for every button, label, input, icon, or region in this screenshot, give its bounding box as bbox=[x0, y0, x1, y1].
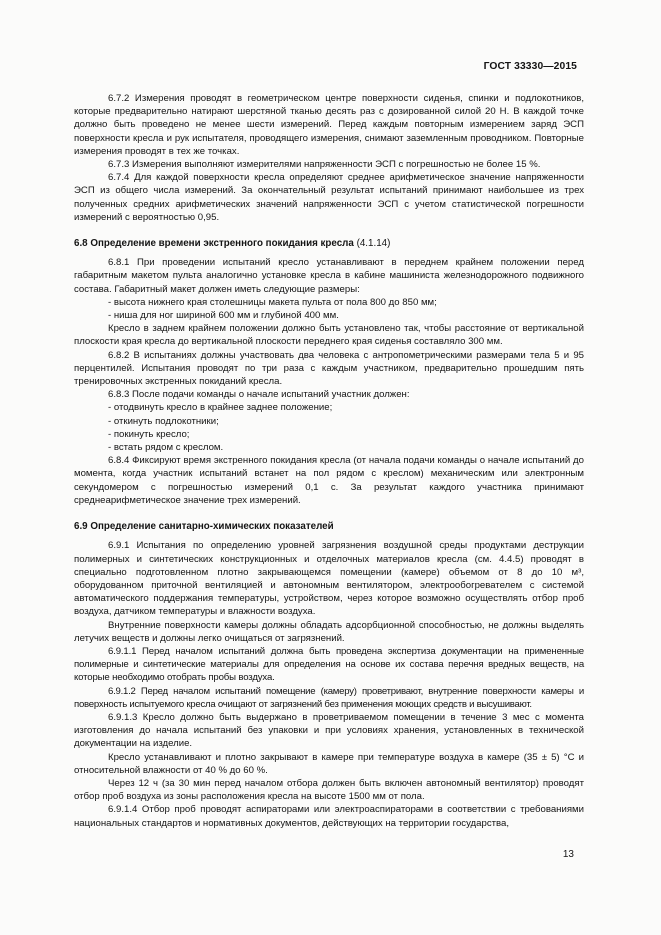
section-heading-6-8 bbox=[74, 237, 584, 250]
paragraph-6-9-1: 6.9.1 Испытания по определению уровней загрязнения воздушной среды продуктами деструкции полимерных и синтетических конструкционных и отделочных материалов кресла (см. 4.4.5) проводят в специально подготовленном плотно закрывающемся помещении (камере) объемом от 8 до 10 м³, оборудованном приточной вентиляцией и автономным вентилятором, электрообогревателем с системой автоматического поддержания температуры, устройством, через которое возможно осуществлять отбор проб воздуха, датчиком температуры и влажности воздуха. bbox=[74, 540, 584, 618]
paragraph-6-9-1-3-sampling: Через 12 ч (за 30 мин перед началом отбора должен быть включен автономный вентилятор) проводят отбор проб воздуха из зоны расположения кресла на высоте 1500 мм от пола. bbox=[74, 777, 584, 803]
page-number: 13 bbox=[562, 849, 574, 860]
paragraph-6-9-1-1: 6.9.1.1 Перед началом испытаний должна быть проведена экспертиза документации на примененные полимерные и синтетические материалы для определения на основе их состава перечня вредных веществ, на которые необходимо отобрать пробы воздуха. bbox=[74, 645, 584, 684]
paragraph-6-9-1-2: 6.9.1.2 Перед началом испытаний помещение (камеру) проветривают, внутренние поверхности камеры и поверхность испытуемого кресла очищают от загрязнений без применения моющих средств и высушивают. bbox=[74, 685, 584, 710]
document-body bbox=[74, 92, 584, 830]
paragraph-6-9-1-3: 6.9.1.3 Кресло должно быть выдержано в проветриваемом помещении в течение 3 мес с момента изготовления до начала испытаний без упаковки и при условиях хранения, установленных в технической документации на изделие. bbox=[74, 711, 584, 750]
paragraph-6-8-2: 6.8.2 В испытаниях должны участвовать два человека с антропометрическими размерами тела 5 и 95 перцентилей. Испытания проводят по три раза с каждым участником, предварительно прошедшим пять тренировочных экстренных покиданий кресла. bbox=[74, 349, 584, 388]
paragraph-6-8-1-cont: Кресло в заднем крайнем положении должно быть установлено так, чтобы расстояние от вертикальной плоскости края кресла до вертикальной плоскости переднего края сиденья составляло 300 мм. bbox=[74, 323, 584, 348]
section-6-8-ref: (4.1.14) bbox=[356, 238, 391, 250]
paragraph-6-8-4: 6.8.4 Фиксируют время экстренного покидания кресла (от начала подачи команды о начале испытаний до момента, когда участник испытаний встанет на пол рядом с креслом) механическим или электронным секундомером с погрешностью измерений 0,1 с. За результат каждого участника принимают среднеарифметическое значение трех измерений. bbox=[74, 455, 584, 506]
paragraph-6-8-1: 6.8.1 При проведении испытаний кресло устанавливают в переднем крайнем положении перед габаритным макетом пульта аналогично установке кресла в кабине машиниста железнодорожного подвижного состава. Габаритный макет должен иметь следующие размеры: bbox=[74, 257, 584, 295]
list-item: - откинуть подлокотники; bbox=[108, 415, 219, 427]
paragraph-6-8-3: 6.8.3 После подачи команды о начале испытаний участник должен: bbox=[108, 389, 410, 401]
paragraph-6-9-1-cont: Внутренние поверхности камеры должны обладать адсорбционной способностью, не должны выделять летучих веществ и должны легко очищаться от загрязнений. bbox=[74, 619, 584, 644]
paragraph-6-7-2: 6.7.2 Измерения проводят в геометрическом центре поверхности сиденья, спинки и подлокотников, которые предварительно натирают шерстяной тканью десять раз с дозированной силой 20 Н. В каждой точке должно быть проведено не менее шести измерений. Перед каждым повторным измерением заряд ЭСП поверхности кресла и рук испытателя, проводящего измерения, снимают заземленным проводником. Повторные измерения проводят в тех же точках. bbox=[74, 93, 584, 157]
paragraph-6-9-1-4: 6.9.1.4 Отбор проб проводят аспираторами или электроаспираторами в соответствии с требованиями национальных стандартов и нормативных документов, действующих на территории государства, bbox=[74, 804, 584, 829]
section-heading-6-9: 6.9 Определение санитарно-химических показателей bbox=[74, 521, 334, 533]
paragraph-6-7-3: 6.7.3 Измерения выполняют измерителями напряженности ЭСП с погрешностью не более 15 %. bbox=[108, 159, 541, 171]
list-item: - покинуть кресло; bbox=[108, 428, 190, 440]
list-item: - встать рядом с креслом. bbox=[108, 442, 224, 454]
paragraph-6-9-1-3-cont: Кресло устанавливают и плотно закрывают в камере при температуре воздуха в камере (35 ± 5) °С и относительной влажности от 40 % до 60 %. bbox=[74, 751, 584, 776]
list-item: - отодвинуть кресло в крайнее заднее положение; bbox=[108, 402, 333, 414]
document-code-header: ГОСТ 33330—2015 bbox=[483, 61, 577, 72]
list-item: - ниша для ног шириной 600 мм и глубиной 400 мм. bbox=[108, 310, 339, 322]
section-6-8-title: 6.8 Определение времени экстренного покидания кресла bbox=[74, 238, 354, 250]
paragraph-6-7-4: 6.7.4 Для каждой поверхности кресла определяют среднее арифметическое значение напряженности ЭСП из общего числа измерений. За окончательный результат испытаний принимают наибольшее из трех полученных средних арифметических значений напряженности ЭСП с учетом статистической погрешности измерений с вероятностью 0,95. bbox=[74, 172, 584, 223]
list-item: - высота нижнего края столешницы макета пульта от пола 800 до 850 мм; bbox=[108, 296, 437, 308]
